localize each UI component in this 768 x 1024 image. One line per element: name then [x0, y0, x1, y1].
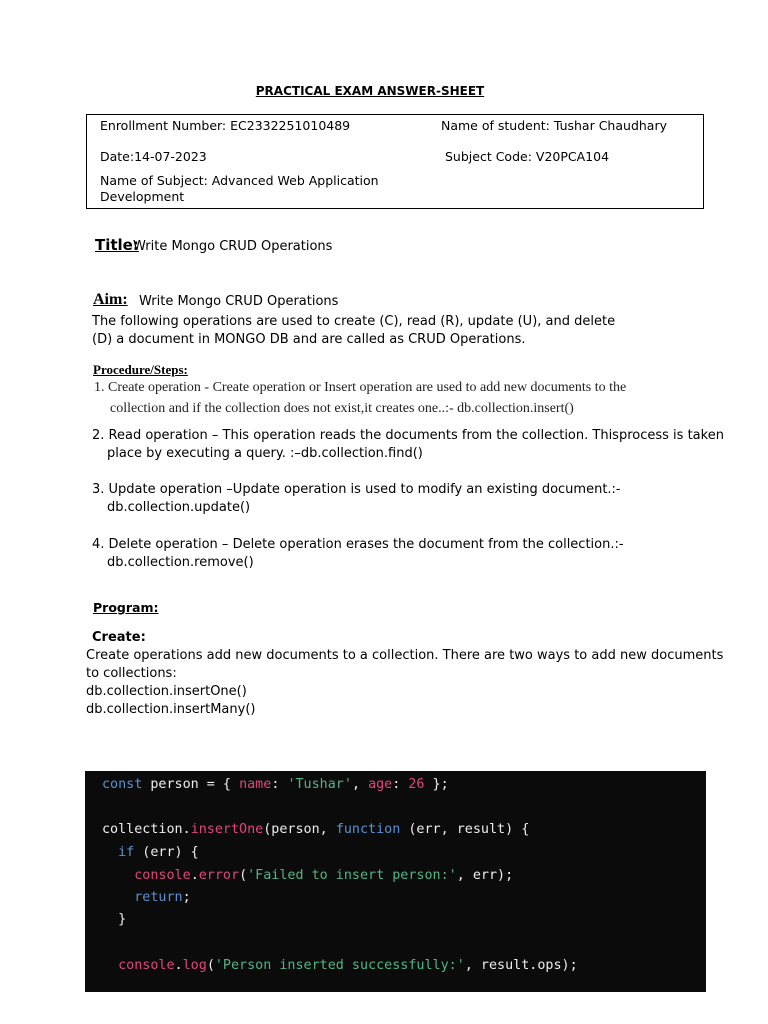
code-block [85, 771, 706, 992]
enrollment-number: Enrollment Number: EC2332251010489 [100, 118, 351, 133]
code-line-3: if (err) { [118, 845, 199, 860]
page-title: PRACTICAL EXAM ANSWER-SHEET [255, 84, 485, 98]
code-line-5: return; [134, 890, 191, 905]
program-line2: to collections: [86, 666, 177, 681]
aim-heading: Aim: [93, 291, 128, 308]
program-line1: Create operations add new documents to a collection. There are two ways to add new documents [86, 648, 724, 663]
aim-line2: (D) a document in MONGO DB and are called as CRUD Operations. [92, 332, 526, 347]
step1-line2: collection and if the collection does not exist,it creates one..:- db.collection.insert() [110, 401, 574, 416]
step2-line1: 2. Read operation – This operation reads the documents from the collection. Thisprocess is taken [92, 428, 724, 443]
title-text: Write Mongo CRUD Operations [133, 239, 333, 254]
subject-name-line1: Name of Subject: Advanced Web Application [100, 173, 379, 188]
student-name: Name of student: Tushar Chaudhary [441, 118, 667, 133]
exam-date: Date:14-07-2023 [100, 149, 207, 164]
code-line-1: const person = { name: 'Tushar', age: 26 }; [102, 777, 449, 792]
code-line-6: } [102, 912, 127, 927]
subject-code: Subject Code: V20PCA104 [445, 149, 610, 164]
step3-line1: 3. Update operation –Update operation is used to modify an existing document.:- [92, 482, 621, 497]
procedure-heading: Procedure/Steps: [93, 362, 188, 377]
title-heading: Title: [95, 236, 139, 254]
code-line-4: console.error('Failed to insert person:', err); [134, 868, 514, 883]
aim-text: Write Mongo CRUD Operations [139, 294, 339, 309]
step2-line2: place by executing a query. :–db.collection.find() [107, 446, 423, 461]
step3-line2: db.collection.update() [107, 500, 251, 515]
create-heading: Create: [92, 630, 146, 645]
step4-line1: 4. Delete operation – Delete operation erases the document from the collection.:- [92, 537, 624, 552]
program-heading: Program: [93, 600, 159, 615]
program-line4: db.collection.insertMany() [86, 702, 256, 717]
code-line-7: console.log('Person inserted successfully:', result.ops); [118, 958, 578, 973]
step1-line1: 1. Create operation - Create operation or Insert operation are used to add new documents to the [94, 380, 627, 395]
step4-line2: db.collection.remove() [107, 555, 254, 570]
code-line-2: collection.insertOne(person, function (err, result) { [102, 822, 530, 837]
subject-name-line2: Development [100, 189, 185, 204]
program-line3: db.collection.insertOne() [86, 684, 247, 699]
aim-line1: The following operations are used to create (C), read (R), update (U), and delete [92, 314, 616, 329]
